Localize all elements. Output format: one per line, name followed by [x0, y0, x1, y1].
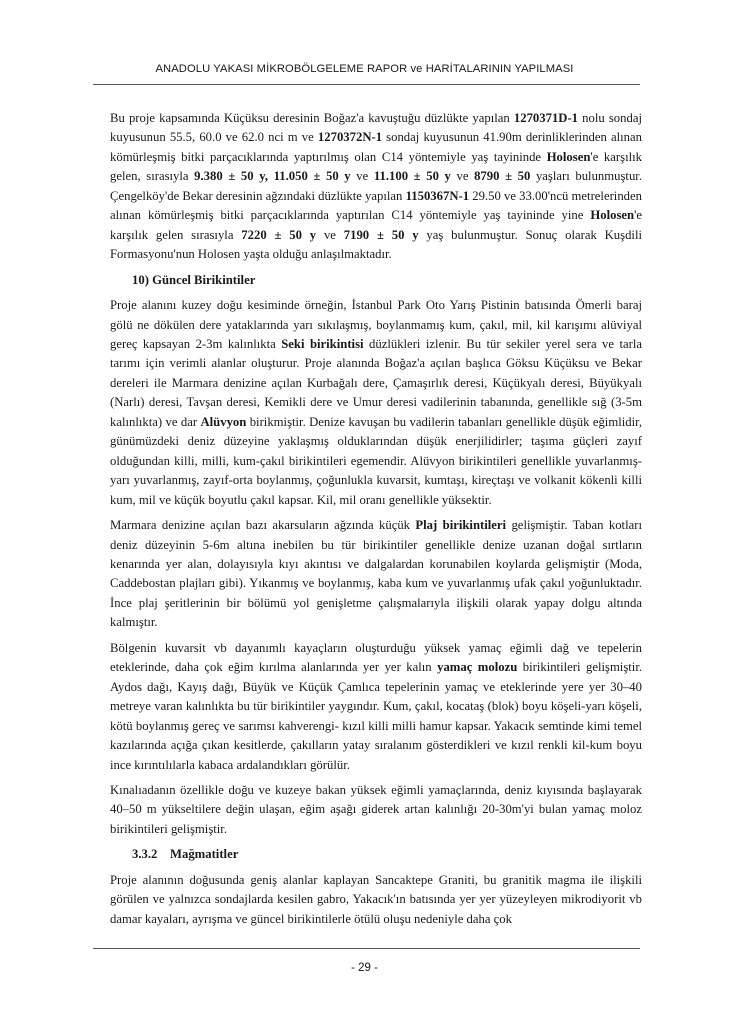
borehole-id: 1270372N-1 [317, 130, 383, 145]
footer-divider [93, 948, 640, 949]
age-value: 7190 ± 50 y [343, 227, 419, 242]
paragraph-granite: Proje alanının doğusunda geniş alanlar kaplayan Sancaktepe Graniti, bu granitik magma ile ilişkili görülen ve yalnızca sondajlarda kesilen gabro, Yakacık'ın batısında yer yer yüzeyleyen mikrodiyorit vb damar kayaları, ayrışma ve güncel birikintilerle ötülü oluşu nedeniyle daha çok [110, 872, 642, 926]
page-header: ANADOLU YAKASI MİKROBÖLGELEME RAPOR ve HARİTALARININ YAPILMASI [155, 63, 574, 75]
section-heading-recent-deposits: 10) Güncel Birikintiler [132, 272, 256, 287]
term-alluvium: Alüvyon [200, 414, 247, 429]
document-body [110, 109, 642, 935]
age-value: 8790 ± 50 [474, 169, 531, 184]
section-title: Mağmatitler [170, 847, 239, 862]
term-beach-deposits: Plaj birikintileri [415, 518, 507, 533]
paragraph-slope-debris: Bölgenin kuvarsit vb dayanımlı kayaçların oluşturduğu yüksek yamaç eğimli dağ ve tepelerin eteklerinde, daha çok eğim kırılma alanlarında yer yer kalın yamaç molozu birikintileri gelişmiştir. Aydos dağı, Kayış dağı, Büyük ve Küçük Çamlıca tepelerinin yamaç ve eteklerinde yere yer 30–40 metreye varan kalınlıkta bu tür birikintiler yaygındır. Kum, çakıl, kocataş (blok) boyu köşeli-yarı köşeli, kötü boylanmış gereç ve sarımsı kahverengi- kızıl killi milli hamur kapsar. Yakacık semtinde kimi temel kazılarında açığa çıkan kesitlerde, çakılların yatay sıralanım gösterdikleri ve kızıl renkli kil-kum boyu ince kırıntılılarla kabaca ardalandıkları görülür. [110, 640, 643, 772]
age-value: 11.100 ± 50 y [373, 169, 451, 184]
age-value: 9.380 ± 50 y, 11.050 ± 50 y [194, 169, 351, 184]
section-number: 3.3.2 [132, 847, 158, 862]
section-heading-magmatites [110, 845, 642, 864]
page-number: - 29 - [351, 962, 378, 974]
paragraph-beach-deposits: Marmara denizine açılan bazı akarsuların ağzında küçük Plaj birikintileri gelişmiştir. Taban kotları deniz düzeyinin 5-6m altına inebilen bu tür birikintiler genellikle denize uzanan doğal sırtların kenarında yer alan, dolayısıyla kıyı akıntısı ve dalgalardan korunabilen koylarda gelişmiştir (Moda, Caddebostan plajları gibi). Yıkanmış ve boylanmış, kaba kum ve yuvarlanmış ufak çakıl yoğunluktadır. İnce plaj şeritlerinin bir bölümü yol genişletme çalışmalarıyla ilişkili olarak yapay dolgu altında kalmıştır. [110, 518, 642, 630]
paragraph-c14-dating: Bu proje kapsamında Küçüksu deresinin Boğaz'a kavuştuğu düzlükte yapılan 1270371D-1 nolu sondaj kuyusunun 55.5, 60.0 ve 62.0 nci m ve 1270372N-1 sondaj kuyusunun 41.90m derinliklerinden alınan kömürleşmiş bitki parçacıklarında yaptırılmış olan C14 yöntemiyle yaş tayininde Holosen'e karşılık gelen, sırasıyla 9.380 ± 50 y, 11.050 ± 50 y ve 11.100 ± 50 y ve 8790 ± 50 yaşları bulunmuştur. Çengelköy'de Bekar deresinin ağzındaki düzlükte yapılan 1150367N-1 29.50 ve 33.00'ncü metrelerinden alınan kömürleşmiş bitki parçacıklarında yaptırılan C14 yöntemiyle yaş tayininde yine Holosen'e karşılık gelen sırasıyla 7220 ± 50 y ve 7190 ± 50 y yaş bulunmuştur. Sonuç olarak Kuşdili Formasyonu'nun Holosen yaşta olduğu anlaşılmaktadır. [110, 111, 643, 262]
term-slope-debris: yamaç molozu [437, 660, 518, 675]
borehole-id: 1270371D-1 [513, 111, 579, 125]
term-terrace-deposit: Seki birikintisi [281, 336, 364, 351]
borehole-id: 1150367N-1 [405, 188, 470, 203]
epoch-term: Holosen [546, 149, 591, 164]
paragraph-kinaliada: Kınalıadanın özellikle doğu ve kuzeye bakan yüksek eğimli yamaçlarında, deniz kıyısında başlayarak 40–50 m yükseltilere değin ulaşan, eğim aşağı giderek artan kalınlığı 20-30m'yi bulan yamaç moloz birikintileri gelişmiştir. [110, 782, 642, 836]
age-value: 7220 ± 50 y [241, 227, 317, 242]
epoch-term: Holosen [590, 208, 635, 223]
header-divider [93, 84, 640, 85]
paragraph-alluvium: Proje alanını kuzey doğu kesiminde örneğin, İstanbul Park Oto Yarış Pistinin batısında Ömerli baraj gölü ne dökülen dere yataklarında yarı sıkılaşmış, boylanmamış kum, çakıl, mil, kil karışımı alüviyal gereç kapsayan 2-3m kalınlıkta Seki birikintisi düzlükleri izlenir. Bu tür sekiler yerel sera ve tarla tarımı için verimli alanlar oluşturur. Proje alanında Boğaz'a açılan başlıca Göksu Küçüksu ve Bekar dereleri ile Marmara denizine açılan Kurbağalı dere, Çamaşırlık deresi, Küçükyalı deresi, Büyükyalı (Narlı) deresi, Tavşan deresi, Kemikli dere ve Umur deresi vadilerinin tabanında, genellikle sığ (3-5m kalınlıkta) ve dar Alüvyon birikmiştir. Denize kavuşan bu vadilerin tabanları genellikle düşük eğimlidir, günümüzdeki deniz düzeyine yaklaşmış olduklarından düşük enerjilidirler; taşıma güçleri zayıf olduğundan killi, milli, kum-çakıl birikintileri egemendir. Alüvyon birikintileri genellikle yuvarlanmış-yarı yuvarlanmış, zayıf-orta boylanmış, çoğunlukla kuvarsit, kumtaşı, kireçtaşı ve volkanit kökenli killi kum, mil ve küçük boyutlu çakıl kapsar. Kil, mil oranı genellikle yüksektir. [110, 298, 643, 507]
